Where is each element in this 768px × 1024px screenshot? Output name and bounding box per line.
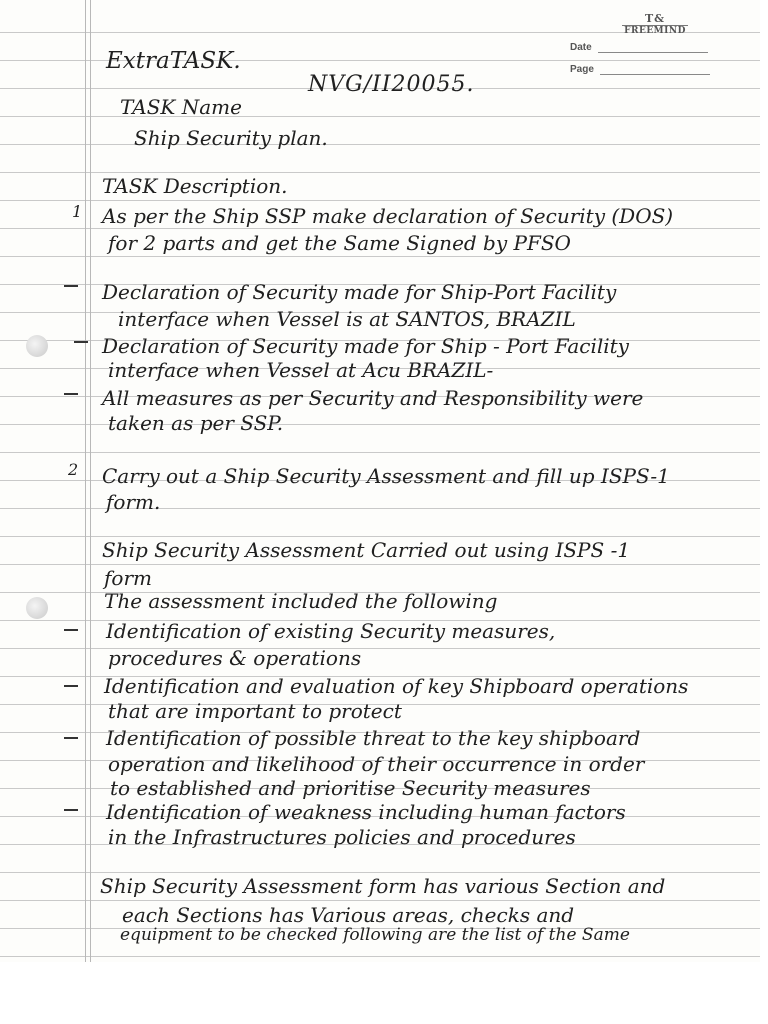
item-line: operation and likelihood of their occurrence in order — [108, 752, 645, 776]
bullet-dash — [64, 809, 78, 811]
brand-name: FREEMIND — [624, 26, 686, 36]
item-line: equipment to be checked following are the list of the Same — [120, 925, 630, 945]
binder-hole — [26, 597, 48, 619]
item-line: procedures & operations — [108, 646, 362, 670]
item-line: Declaration of Security made for Ship-Port Facility — [102, 280, 617, 304]
item-line: form. — [106, 490, 161, 514]
item-line: Identification of existing Security measures, — [106, 619, 556, 643]
item-line: Identification of weakness including human factors — [106, 800, 626, 824]
item-line: Carry out a Ship Security Assessment and fill up ISPS-1 — [102, 464, 670, 488]
margin-line — [85, 0, 86, 962]
bullet-dash — [74, 341, 88, 343]
bullet-dash — [64, 285, 78, 287]
bullet-dash — [64, 685, 78, 687]
item-line: All measures as per Security and Responsibility were — [102, 386, 644, 410]
brand-logo — [622, 12, 688, 36]
bullet-dash — [64, 393, 78, 395]
item-number: 1 — [72, 202, 83, 221]
item-line: interface when Vessel at Acu BRAZIL- — [108, 358, 494, 382]
margin-line — [90, 0, 91, 962]
item-number: 2 — [68, 460, 79, 479]
item-line: for 2 parts and get the Same Signed by PFSO — [108, 231, 571, 255]
task-name: Ship Security plan. — [134, 126, 328, 150]
item-line: to established and prioritise Security measures — [110, 776, 591, 800]
item-line: Identification of possible threat to the key shipboard — [106, 726, 641, 750]
item-line: taken as per SSP. — [108, 411, 284, 435]
item-line: As per the Ship SSP make declaration of Security (DOS) — [102, 204, 674, 228]
item-line: Ship Security Assessment form has various Section and — [100, 874, 666, 898]
bullet-dash — [64, 629, 78, 631]
item-line: Identification and evaluation of key Shipboard operations — [104, 674, 689, 698]
page-title: ExtraTASK. — [106, 48, 241, 74]
item-line: Ship Security Assessment Carried out using ISPS -1 — [102, 538, 631, 562]
item-line: form — [104, 566, 152, 590]
item-line: The assessment included the following — [104, 589, 498, 613]
item-line: each Sections has Various areas, checks and — [122, 903, 575, 927]
page-label: Page — [570, 64, 594, 75]
brand-mark: T& — [622, 12, 688, 26]
task-code: NVG/II20055. — [308, 72, 475, 97]
item-line: in the Infrastructures policies and procedures — [108, 825, 576, 849]
bullet-dash — [64, 737, 78, 739]
item-line: interface when Vessel is at SANTOS, BRAZIL — [118, 307, 576, 331]
task-name-heading: TASK Name — [120, 95, 242, 119]
date-field — [570, 42, 708, 53]
task-description-heading: TASK Description. — [102, 174, 288, 198]
page-field — [570, 64, 710, 75]
item-line: that are important to protect — [108, 699, 402, 723]
item-line: Declaration of Security made for Ship - Port Facility — [102, 334, 629, 358]
date-label: Date — [570, 42, 592, 53]
binder-hole — [26, 335, 48, 357]
